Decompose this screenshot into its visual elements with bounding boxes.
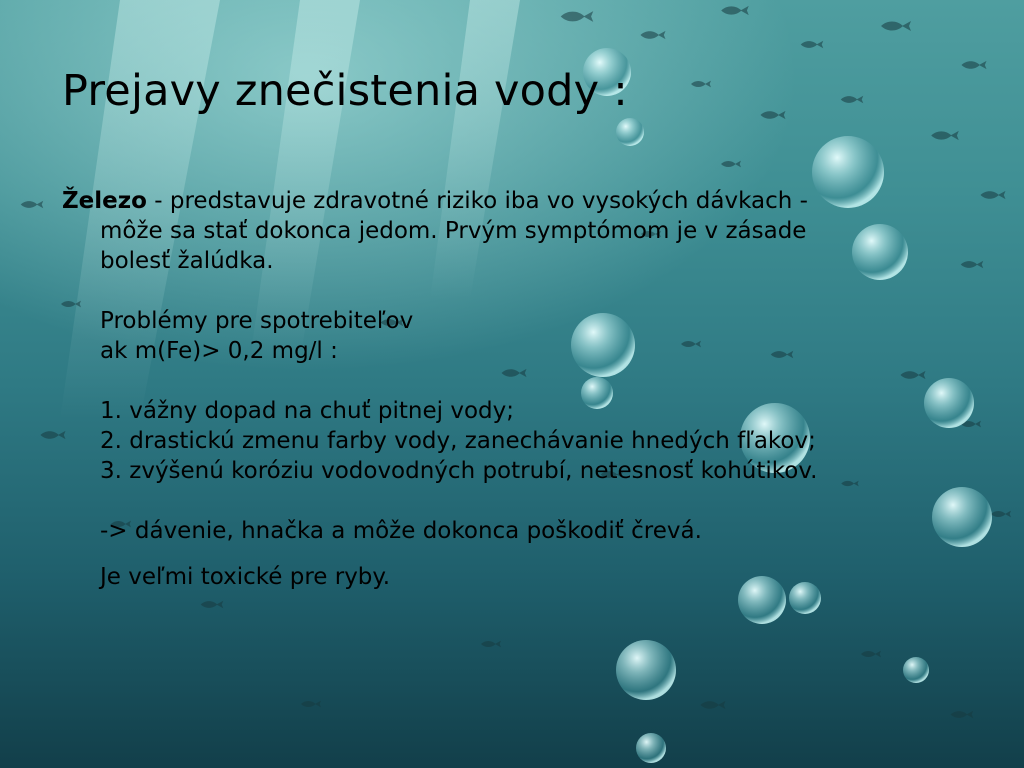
slide-title: Prejavy znečistenia vody :: [62, 66, 628, 116]
consequence-text: -> dávenie, hnačka a môže dokonca poškodiť črevá.: [100, 518, 702, 544]
effect-item: 2. drastickú zmenu farby vody, zanechávanie hnedých fľakov;: [100, 428, 816, 454]
intro-lead-text: - predstavuje zdravotné riziko iba vo vysokých dávkach -: [146, 188, 808, 214]
iron-paragraph: [62, 186, 1002, 592]
intro-line-2: môže sa stať dokonca jedom. Prvým symptómom je v zásade: [100, 218, 807, 244]
problems-threshold: ak m(Fe)> 0,2 mg/l :: [100, 338, 338, 364]
intro-first-line: [62, 186, 1002, 216]
term-iron: Železo: [62, 188, 147, 214]
problems-heading: Problémy pre spotrebiteľov: [100, 308, 414, 334]
fish-toxicity-note: Je veľmi toxické pre ryby.: [100, 564, 391, 590]
intro-line-3: bolesť žalúdka.: [100, 248, 274, 274]
effect-item: 1. vážny dopad na chuť pitnej vody;: [100, 398, 514, 424]
slide-body: [62, 186, 1002, 592]
effect-item: 3. zvýšenú koróziu vodovodných potrubí, netesnosť kohútikov.: [100, 458, 818, 484]
